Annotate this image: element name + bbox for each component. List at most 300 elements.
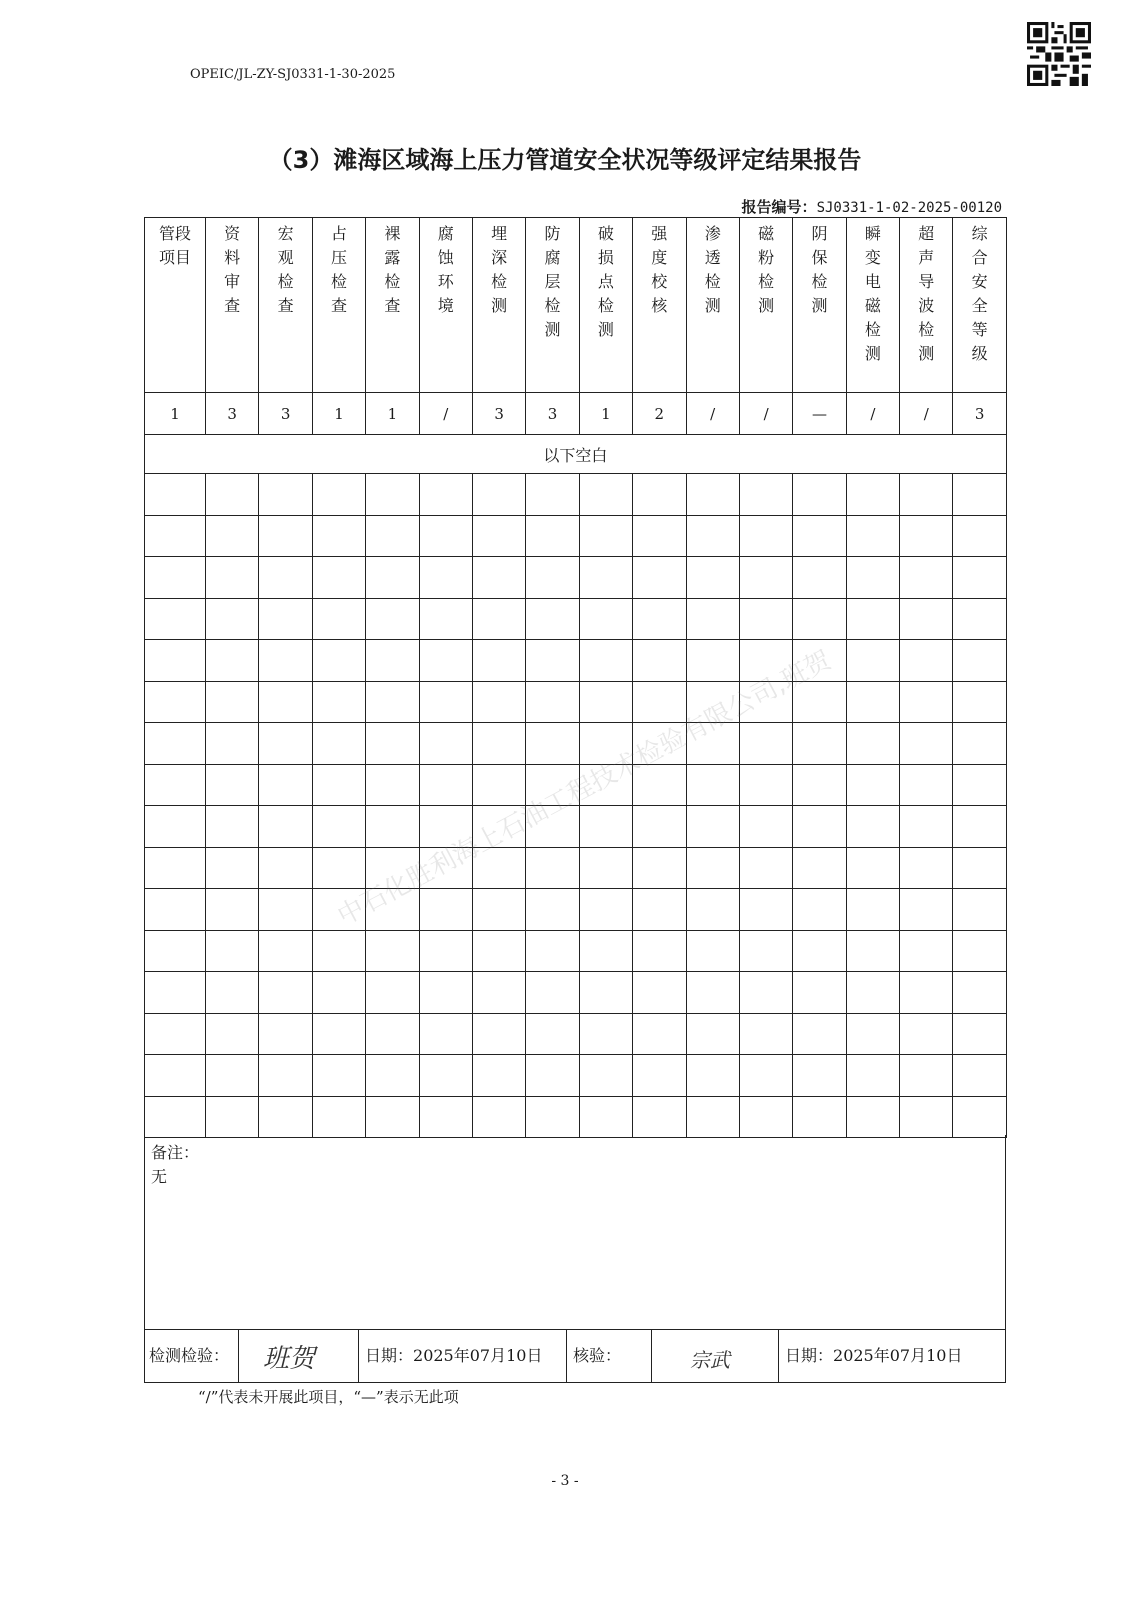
column-header: 瞬变电磁检测 <box>846 218 899 393</box>
empty-cell <box>793 889 846 931</box>
empty-cell <box>633 557 686 599</box>
empty-cell <box>900 764 953 806</box>
empty-cell <box>953 1096 1006 1138</box>
empty-cell <box>259 764 312 806</box>
empty-cell <box>366 764 419 806</box>
empty-cell <box>633 515 686 557</box>
empty-cell <box>366 557 419 599</box>
empty-cell <box>366 640 419 682</box>
empty-cell <box>686 847 739 889</box>
table-header-row <box>145 218 1007 393</box>
inspector-label: 检测检验： <box>149 1346 230 1365</box>
empty-cell <box>312 764 365 806</box>
empty-cell <box>579 930 632 972</box>
table-cell: 3 <box>259 393 312 435</box>
empty-cell <box>419 640 472 682</box>
empty-cell <box>686 515 739 557</box>
empty-cell <box>793 806 846 848</box>
empty-cell <box>259 557 312 599</box>
column-header-line: 管段 <box>158 224 191 243</box>
empty-cell <box>900 640 953 682</box>
empty-cell <box>419 681 472 723</box>
empty-cell <box>686 889 739 931</box>
empty-cell <box>739 764 792 806</box>
empty-cell <box>366 723 419 765</box>
empty-cell <box>953 474 1006 516</box>
empty-table-row <box>145 474 1007 516</box>
empty-cell <box>900 972 953 1014</box>
empty-cell <box>686 764 739 806</box>
footer-box <box>144 1135 1006 1383</box>
empty-cell <box>366 474 419 516</box>
empty-cell <box>579 806 632 848</box>
empty-cell <box>953 557 1006 599</box>
report-title: （3）滩海区域海上压力管道安全状况等级评定结果报告 <box>268 146 862 174</box>
empty-cell <box>846 474 899 516</box>
empty-cell <box>686 557 739 599</box>
empty-cell <box>526 1013 579 1055</box>
empty-cell <box>419 930 472 972</box>
column-header: 占压检查 <box>312 218 365 393</box>
empty-cell <box>259 1096 312 1138</box>
blank-note: 以下空白 <box>145 435 1007 474</box>
empty-cell <box>526 515 579 557</box>
empty-cell <box>145 764 206 806</box>
empty-cell <box>259 723 312 765</box>
empty-cell <box>579 598 632 640</box>
column-header: 裸露检查 <box>366 218 419 393</box>
column-header: 资料审查 <box>206 218 259 393</box>
document-code: OPEIC/JL-ZY-SJ0331-1-30-2025 <box>190 67 396 82</box>
assessment-table <box>144 217 1007 1138</box>
empty-cell <box>686 598 739 640</box>
column-header: 渗透检测 <box>686 218 739 393</box>
empty-cell <box>526 681 579 723</box>
empty-cell <box>312 972 365 1014</box>
empty-cell <box>739 515 792 557</box>
empty-cell <box>846 598 899 640</box>
empty-cell <box>206 806 259 848</box>
empty-cell <box>953 847 1006 889</box>
empty-table-row <box>145 515 1007 557</box>
empty-cell <box>900 1096 953 1138</box>
empty-cell <box>145 723 206 765</box>
empty-cell <box>900 474 953 516</box>
column-header: 防腐层检测 <box>526 218 579 393</box>
empty-cell <box>312 847 365 889</box>
remarks <box>151 1141 199 1189</box>
empty-cell <box>579 640 632 682</box>
empty-cell <box>900 930 953 972</box>
empty-cell <box>526 847 579 889</box>
empty-cell <box>900 515 953 557</box>
empty-cell <box>419 1096 472 1138</box>
empty-cell <box>419 515 472 557</box>
empty-cell <box>145 681 206 723</box>
empty-cell <box>259 681 312 723</box>
empty-cell <box>206 972 259 1014</box>
empty-cell <box>366 930 419 972</box>
empty-cell <box>633 640 686 682</box>
empty-cell <box>472 557 525 599</box>
empty-cell <box>145 598 206 640</box>
column-header-line: 项目 <box>158 248 191 267</box>
empty-cell <box>259 889 312 931</box>
empty-cell <box>686 1055 739 1097</box>
empty-cell <box>312 1096 365 1138</box>
empty-cell <box>633 889 686 931</box>
empty-cell <box>686 1013 739 1055</box>
empty-cell <box>366 681 419 723</box>
empty-cell <box>686 806 739 848</box>
empty-cell <box>206 474 259 516</box>
empty-cell <box>206 598 259 640</box>
empty-cell <box>739 847 792 889</box>
empty-cell <box>526 640 579 682</box>
empty-cell <box>366 806 419 848</box>
empty-cell <box>953 806 1006 848</box>
empty-cell <box>472 1096 525 1138</box>
empty-cell <box>579 972 632 1014</box>
empty-cell <box>206 723 259 765</box>
date-2: 日期：2025年07月10日 <box>785 1346 963 1365</box>
empty-cell <box>145 930 206 972</box>
empty-cell <box>145 515 206 557</box>
empty-cell <box>846 889 899 931</box>
empty-cell <box>846 1055 899 1097</box>
empty-cell <box>633 930 686 972</box>
empty-table-row <box>145 806 1007 848</box>
empty-table-row <box>145 723 1007 765</box>
column-header: 腐蚀环境 <box>419 218 472 393</box>
empty-cell <box>366 1096 419 1138</box>
empty-cell <box>846 806 899 848</box>
empty-cell <box>259 930 312 972</box>
empty-cell <box>953 889 1006 931</box>
empty-cell <box>793 474 846 516</box>
empty-cell <box>259 515 312 557</box>
empty-table-row <box>145 889 1007 931</box>
empty-cell <box>472 474 525 516</box>
table-cell: 1 <box>579 393 632 435</box>
empty-cell <box>472 1013 525 1055</box>
empty-cell <box>312 1013 365 1055</box>
empty-cell <box>579 889 632 931</box>
column-header: 超声导波检测 <box>900 218 953 393</box>
empty-cell <box>259 474 312 516</box>
empty-cell <box>633 1055 686 1097</box>
empty-cell <box>419 557 472 599</box>
empty-cell <box>312 930 365 972</box>
column-header: 埋深检测 <box>472 218 525 393</box>
table-row <box>145 393 1007 435</box>
empty-cell <box>472 972 525 1014</box>
empty-table-row <box>145 930 1007 972</box>
reviewer-label: 核验： <box>573 1346 622 1365</box>
empty-cell <box>953 598 1006 640</box>
empty-cell <box>206 515 259 557</box>
empty-cell <box>953 515 1006 557</box>
empty-cell <box>846 1013 899 1055</box>
empty-cell <box>846 847 899 889</box>
empty-cell <box>206 557 259 599</box>
date-1: 日期：2025年07月10日 <box>365 1346 543 1365</box>
empty-cell <box>900 1013 953 1055</box>
empty-cell <box>206 681 259 723</box>
empty-cell <box>846 1096 899 1138</box>
empty-cell <box>633 806 686 848</box>
blank-note-row <box>145 435 1007 474</box>
empty-cell <box>953 1013 1006 1055</box>
reviewer-signature: 宗武 <box>690 1348 730 1372</box>
empty-cell <box>206 847 259 889</box>
empty-cell <box>686 640 739 682</box>
table-cell: — <box>793 393 846 435</box>
table-cell: 3 <box>526 393 579 435</box>
empty-cell <box>366 515 419 557</box>
empty-cell <box>312 1055 365 1097</box>
empty-cell <box>312 515 365 557</box>
empty-cell <box>145 1096 206 1138</box>
empty-cell <box>259 1055 312 1097</box>
column-header: 强度校核 <box>633 218 686 393</box>
table-cell: 1 <box>312 393 365 435</box>
empty-cell <box>953 764 1006 806</box>
empty-cell <box>419 598 472 640</box>
empty-cell <box>145 474 206 516</box>
empty-cell <box>526 930 579 972</box>
empty-cell <box>526 889 579 931</box>
empty-cell <box>259 847 312 889</box>
empty-cell <box>579 847 632 889</box>
empty-cell <box>633 598 686 640</box>
empty-cell <box>686 474 739 516</box>
empty-cell <box>900 557 953 599</box>
empty-cell <box>579 1055 632 1097</box>
empty-cell <box>579 1013 632 1055</box>
empty-cell <box>846 930 899 972</box>
empty-cell <box>419 972 472 1014</box>
column-header: 磁粉检测 <box>739 218 792 393</box>
empty-cell <box>259 640 312 682</box>
empty-cell <box>526 972 579 1014</box>
empty-cell <box>526 723 579 765</box>
empty-cell <box>633 847 686 889</box>
column-header: 宏观检查 <box>259 218 312 393</box>
empty-cell <box>953 1055 1006 1097</box>
table-cell: / <box>739 393 792 435</box>
empty-cell <box>686 1096 739 1138</box>
column-header: 综合安全等级 <box>953 218 1006 393</box>
empty-cell <box>686 930 739 972</box>
empty-cell <box>953 723 1006 765</box>
watermark: 中石化胜利海上石油工程技术检验有限公司,班贺 <box>332 645 837 932</box>
empty-cell <box>846 723 899 765</box>
empty-cell <box>739 723 792 765</box>
empty-cell <box>472 723 525 765</box>
empty-cell <box>366 1013 419 1055</box>
empty-cell <box>206 1055 259 1097</box>
empty-cell <box>366 1055 419 1097</box>
empty-cell <box>526 598 579 640</box>
empty-cell <box>633 1096 686 1138</box>
empty-cell <box>206 1013 259 1055</box>
empty-cell <box>686 972 739 1014</box>
empty-cell <box>312 806 365 848</box>
remarks-label: 备注： <box>151 1143 200 1162</box>
remarks-text: 无 <box>151 1167 168 1186</box>
empty-cell <box>259 1013 312 1055</box>
empty-cell <box>846 764 899 806</box>
empty-cell <box>793 598 846 640</box>
empty-cell <box>472 598 525 640</box>
report-number-value: SJ0331-1-02-2025-00120 <box>816 200 1002 216</box>
qr-code-icon <box>1027 22 1091 86</box>
empty-cell <box>206 889 259 931</box>
empty-cell <box>526 1096 579 1138</box>
empty-cell <box>793 764 846 806</box>
table-cell: 3 <box>206 393 259 435</box>
empty-cell <box>739 889 792 931</box>
empty-table-row <box>145 681 1007 723</box>
empty-cell <box>312 598 365 640</box>
empty-table-row <box>145 972 1007 1014</box>
column-header: 破损点检测 <box>579 218 632 393</box>
empty-cell <box>366 598 419 640</box>
empty-cell <box>739 474 792 516</box>
empty-cell <box>900 806 953 848</box>
table-cell: / <box>900 393 953 435</box>
empty-cell <box>419 474 472 516</box>
empty-cell <box>793 557 846 599</box>
column-header <box>145 218 206 393</box>
column-header: 阴保检测 <box>793 218 846 393</box>
empty-cell <box>846 972 899 1014</box>
empty-cell <box>953 930 1006 972</box>
empty-table-row <box>145 640 1007 682</box>
empty-cell <box>206 1096 259 1138</box>
empty-table-row <box>145 598 1007 640</box>
table-cell: / <box>846 393 899 435</box>
empty-cell <box>953 640 1006 682</box>
table-cell: / <box>686 393 739 435</box>
empty-cell <box>579 557 632 599</box>
empty-cell <box>633 972 686 1014</box>
empty-cell <box>472 930 525 972</box>
empty-cell <box>793 723 846 765</box>
inspector-signature: 班贺 <box>263 1344 316 1374</box>
empty-cell <box>900 723 953 765</box>
empty-cell <box>145 806 206 848</box>
empty-cell <box>739 972 792 1014</box>
empty-cell <box>579 681 632 723</box>
report-number <box>742 196 1002 217</box>
empty-cell <box>739 1096 792 1138</box>
empty-cell <box>419 1013 472 1055</box>
empty-cell <box>206 640 259 682</box>
empty-cell <box>145 640 206 682</box>
page-number: - 3 - <box>551 1473 579 1489</box>
empty-cell <box>419 889 472 931</box>
empty-cell <box>793 930 846 972</box>
empty-table-row <box>145 1013 1007 1055</box>
empty-cell <box>312 681 365 723</box>
empty-cell <box>259 806 312 848</box>
table-cell: 3 <box>472 393 525 435</box>
empty-cell <box>145 972 206 1014</box>
empty-cell <box>259 972 312 1014</box>
table-cell: 3 <box>953 393 1006 435</box>
empty-cell <box>472 889 525 931</box>
empty-cell <box>900 681 953 723</box>
empty-cell <box>900 1055 953 1097</box>
empty-cell <box>366 972 419 1014</box>
empty-cell <box>312 723 365 765</box>
empty-cell <box>900 598 953 640</box>
empty-table-row <box>145 1096 1007 1138</box>
empty-cell <box>793 1096 846 1138</box>
empty-cell <box>419 723 472 765</box>
empty-cell <box>419 1055 472 1097</box>
empty-cell <box>579 1096 632 1138</box>
empty-cell <box>900 889 953 931</box>
legend-note: “/”代表未开展此项目，“—”表示无此项 <box>198 1388 459 1406</box>
empty-cell <box>579 515 632 557</box>
empty-cell <box>633 474 686 516</box>
empty-cell <box>206 930 259 972</box>
empty-cell <box>793 847 846 889</box>
empty-cell <box>145 847 206 889</box>
empty-table-row <box>145 557 1007 599</box>
empty-cell <box>472 515 525 557</box>
empty-cell <box>739 930 792 972</box>
empty-cell <box>145 1013 206 1055</box>
empty-cell <box>953 972 1006 1014</box>
empty-cell <box>145 1055 206 1097</box>
empty-cell <box>472 681 525 723</box>
empty-cell <box>472 640 525 682</box>
empty-cell <box>633 1013 686 1055</box>
empty-cell <box>739 557 792 599</box>
empty-cell <box>526 474 579 516</box>
empty-cell <box>900 847 953 889</box>
table-cell: 1 <box>145 393 206 435</box>
empty-cell <box>793 972 846 1014</box>
empty-cell <box>846 515 899 557</box>
empty-cell <box>953 681 1006 723</box>
empty-cell <box>739 806 792 848</box>
empty-cell <box>145 889 206 931</box>
empty-cell <box>793 1055 846 1097</box>
empty-cell <box>739 598 792 640</box>
signoff-row <box>145 1329 1005 1382</box>
empty-cell <box>846 640 899 682</box>
report-number-label: 报告编号： <box>741 198 817 216</box>
empty-cell <box>145 557 206 599</box>
empty-cell <box>739 1013 792 1055</box>
empty-cell <box>846 557 899 599</box>
table-cell: 2 <box>633 393 686 435</box>
empty-cell <box>312 557 365 599</box>
empty-cell <box>526 557 579 599</box>
empty-cell <box>526 1055 579 1097</box>
empty-table-row <box>145 1055 1007 1097</box>
empty-cell <box>259 598 312 640</box>
table-cell: 1 <box>366 393 419 435</box>
empty-cell <box>472 1055 525 1097</box>
empty-cell <box>206 764 259 806</box>
empty-cell <box>846 681 899 723</box>
